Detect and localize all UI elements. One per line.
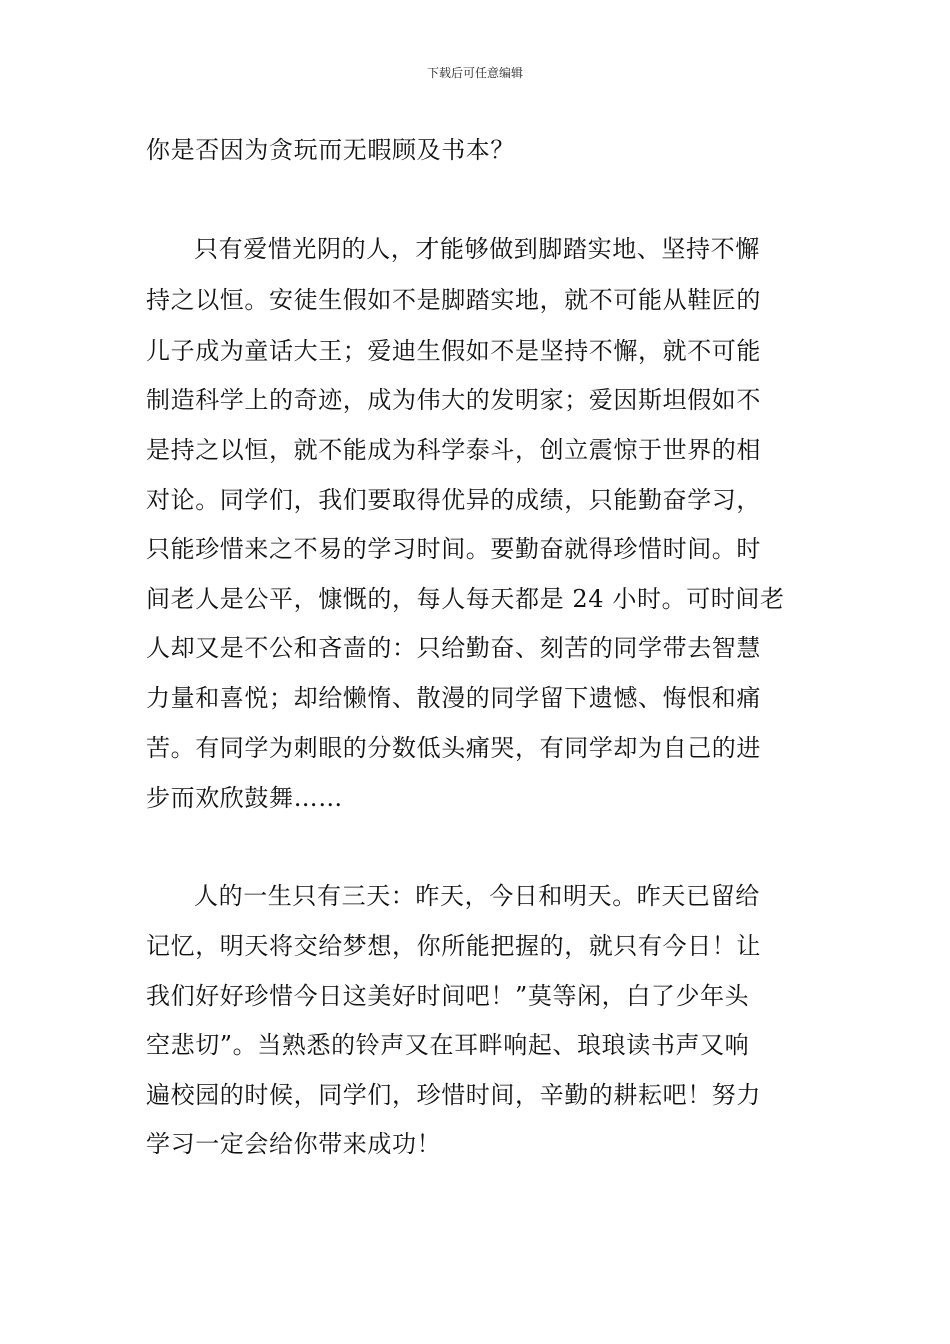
paragraph-2-line-9: 人却又是不公和吝啬的：只给勤奋、刻苦的同学带去智慧 xyxy=(146,634,761,662)
paragraph-2-line-10: 力量和喜悦；却给懒惰、散漫的同学留下遗憾、悔恨和痛 xyxy=(146,684,761,712)
paragraph-2-line-11: 苦。有同学为刺眼的分数低头痛哭，有同学却为自己的进 xyxy=(146,734,761,762)
page-header: 下载后可任意编辑 xyxy=(426,66,523,80)
paragraph-2-line-4: 制造科学上的奇迹，成为伟大的发明家；爱因斯坦假如不 xyxy=(146,386,761,414)
paragraph-2-line-7: 只能珍惜来之不易的学习时间。要勤奋就得珍惜时间。时 xyxy=(146,535,761,563)
paragraph-2-line-5: 是持之以恒，就不能成为科学泰斗，创立震惊于世界的相 xyxy=(146,436,761,464)
paragraph-3-line-4: 空悲切”。当熟悉的铃声又在耳畔响起、琅琅读书声又响 xyxy=(146,1031,750,1059)
paragraph-2-line-8: 间老人是公平，慷慨的，每人每天都是 24 小时。可时间老 xyxy=(146,585,785,613)
paragraph-2-line-2: 持之以恒。安徒生假如不是脚踏实地，就不可能从鞋匠的 xyxy=(146,286,761,314)
paragraph-3-line-2: 记忆，明天将交给梦想，你所能把握的，就只有今日！让 xyxy=(146,932,761,960)
paragraph-2-line-3: 儿子成为童话大王；爱迪生假如不是坚持不懈，就不可能 xyxy=(146,337,761,365)
paragraph-3-line-6: 学习一定会给你带来成功！ xyxy=(146,1130,442,1158)
paragraph-3-line-5: 遍校园的时候，同学们，珍惜时间，辛勤的耕耘吧！努力 xyxy=(146,1081,761,1109)
paragraph-2-line-12: 步而欢欣鼓舞…… xyxy=(146,784,343,812)
paragraph-2-line-6: 对论。同学们，我们要取得优异的成绩，只能勤奋学习， xyxy=(146,486,761,514)
paragraph-1-line-1: 你是否因为贪玩而无暇顾及书本？ xyxy=(146,136,515,164)
paragraph-3-line-3: 我们好好珍惜今日这美好时间吧！”莫等闲，白了少年头 xyxy=(146,982,750,1010)
paragraph-2-line-1: 只有爱惜光阴的人，才能够做到脚踏实地、坚持不懈 xyxy=(194,235,760,263)
paragraph-3-line-1: 人的一生只有三天：昨天，今日和明天。昨天已留给 xyxy=(194,882,760,910)
